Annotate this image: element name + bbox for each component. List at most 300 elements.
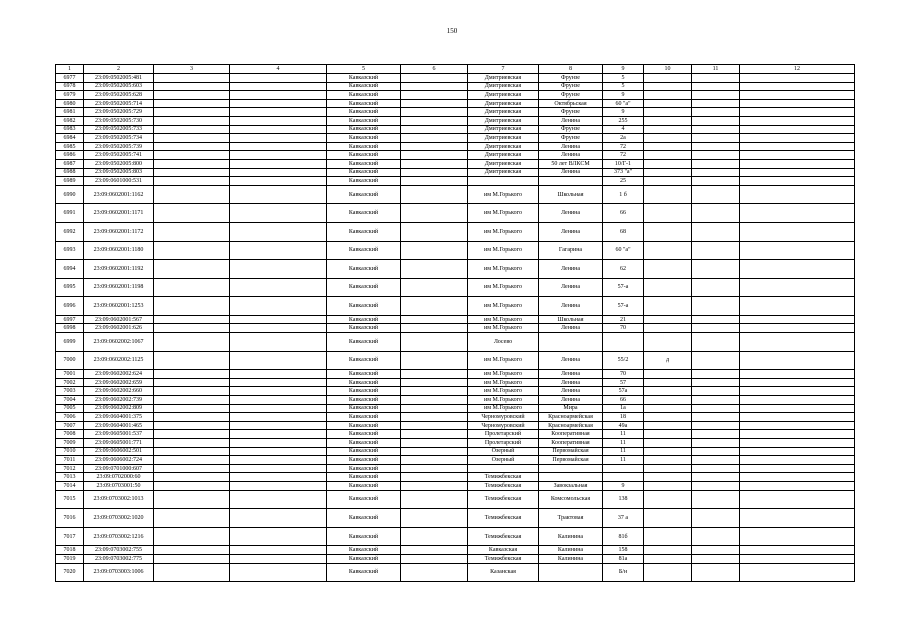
- table-cell: [740, 116, 855, 125]
- table-row: [56, 222, 855, 241]
- table-cell: Кавказский: [327, 222, 401, 241]
- table-cell: [154, 159, 230, 168]
- table-cell: [740, 527, 855, 546]
- table-cell: [740, 554, 855, 563]
- table-cell: Дмитриевская: [468, 142, 539, 151]
- table-cell: [740, 297, 855, 316]
- table-cell: 7017: [56, 527, 84, 546]
- table-cell: Кавказский: [327, 464, 401, 473]
- table-cell: [740, 134, 855, 143]
- table-cell: Кавказский: [327, 324, 401, 333]
- table-row: [56, 527, 855, 546]
- table-cell: Дмитриевская: [468, 134, 539, 143]
- table-cell: 23:09:0502005:733: [84, 125, 154, 134]
- table-row: [56, 430, 855, 439]
- table-cell: 7010: [56, 447, 84, 456]
- table-cell: Ленина: [539, 370, 603, 379]
- table-cell: [154, 260, 230, 279]
- table-cell: 81б: [603, 527, 644, 546]
- table-cell: [230, 439, 327, 448]
- table-cell: [154, 222, 230, 241]
- table-cell: [644, 324, 692, 333]
- table-row: [56, 387, 855, 396]
- table-cell: [740, 168, 855, 177]
- table-cell: [692, 430, 740, 439]
- table-cell: [401, 554, 468, 563]
- table-cell: 6979: [56, 91, 84, 100]
- table-cell: 23:09:0602001:1180: [84, 241, 154, 260]
- table-cell: [692, 447, 740, 456]
- table-cell: им М.Горького: [468, 297, 539, 316]
- table-cell: [740, 159, 855, 168]
- table-cell: 23:09:0703002:775: [84, 554, 154, 563]
- table-cell: [230, 404, 327, 413]
- table-cell: [230, 554, 327, 563]
- table-cell: 373 "а": [603, 168, 644, 177]
- table-cell: [230, 74, 327, 83]
- table-cell: Фрунзе: [539, 108, 603, 117]
- table-cell: [230, 177, 327, 186]
- table-cell: [644, 278, 692, 297]
- table-cell: Кавказский: [327, 168, 401, 177]
- table-cell: Кавказский: [327, 396, 401, 405]
- table-cell: 6997: [56, 315, 84, 324]
- table-cell: Дмитриевская: [468, 91, 539, 100]
- table-cell: 23:09:0604001:465: [84, 421, 154, 430]
- table-cell: [692, 546, 740, 555]
- table-cell: Кавказский: [327, 413, 401, 422]
- table-cell: 23:09:0701000:607: [84, 464, 154, 473]
- column-header: 9: [603, 65, 644, 74]
- table-cell: Дмитриевская: [468, 82, 539, 91]
- table-cell: 6982: [56, 116, 84, 125]
- table-cell: 7016: [56, 509, 84, 528]
- table-cell: Трактовая: [539, 509, 603, 528]
- table-row: [56, 125, 855, 134]
- table-cell: [230, 260, 327, 279]
- table-cell: [154, 370, 230, 379]
- table-cell: Красноармейская: [539, 413, 603, 422]
- table-cell: [154, 378, 230, 387]
- table-cell: 1 б: [603, 185, 644, 204]
- table-cell: [401, 464, 468, 473]
- table-cell: Дмитриевская: [468, 99, 539, 108]
- table-cell: [401, 297, 468, 316]
- table-cell: д: [644, 351, 692, 370]
- table-cell: 255: [603, 116, 644, 125]
- table-cell: 6992: [56, 222, 84, 241]
- table-cell: [740, 278, 855, 297]
- table-cell: [154, 546, 230, 555]
- table-cell: [740, 99, 855, 108]
- table-cell: [644, 527, 692, 546]
- table-cell: 7020: [56, 563, 84, 582]
- table-cell: [230, 378, 327, 387]
- table-cell: им М.Горького: [468, 204, 539, 223]
- table-cell: [401, 151, 468, 160]
- table-cell: Кавказский: [327, 151, 401, 160]
- table-cell: 57-а: [603, 297, 644, 316]
- table-cell: [230, 315, 327, 324]
- table-cell: [230, 82, 327, 91]
- table-cell: Кавказский: [327, 563, 401, 582]
- table-row: [56, 413, 855, 422]
- table-cell: [401, 351, 468, 370]
- table-cell: [154, 108, 230, 117]
- table-cell: Ленина: [539, 116, 603, 125]
- table-row: [56, 91, 855, 100]
- table-cell: Кавказский: [327, 421, 401, 430]
- column-header: 3: [154, 65, 230, 74]
- table-cell: Пролетарский: [468, 439, 539, 448]
- table-row: [56, 370, 855, 379]
- table-cell: [644, 473, 692, 482]
- table-cell: 7019: [56, 554, 84, 563]
- column-header: 5: [327, 65, 401, 74]
- table-cell: 66: [603, 396, 644, 405]
- table-cell: [644, 404, 692, 413]
- table-cell: [644, 378, 692, 387]
- table-cell: 7003: [56, 387, 84, 396]
- table-cell: [740, 177, 855, 186]
- table-cell: Кавказский: [327, 546, 401, 555]
- table-cell: [154, 554, 230, 563]
- table-cell: 23:09:0605001:771: [84, 439, 154, 448]
- table-cell: 23:09:0703002:755: [84, 546, 154, 555]
- table-cell: [740, 125, 855, 134]
- table-cell: [230, 421, 327, 430]
- table-cell: [692, 185, 740, 204]
- table-cell: [740, 74, 855, 83]
- table-cell: Ленина: [539, 378, 603, 387]
- table-cell: 7007: [56, 421, 84, 430]
- table-row: [56, 241, 855, 260]
- table-cell: 7015: [56, 490, 84, 509]
- table-cell: 7004: [56, 396, 84, 405]
- table-cell: Школьная: [539, 185, 603, 204]
- table-cell: 57-а: [603, 278, 644, 297]
- table-cell: Ленина: [539, 387, 603, 396]
- table-cell: [154, 134, 230, 143]
- table-row: [56, 404, 855, 413]
- table-cell: [401, 396, 468, 405]
- table-cell: [230, 464, 327, 473]
- table-cell: [154, 413, 230, 422]
- table-cell: [230, 413, 327, 422]
- table-cell: 23:09:0703001:50: [84, 481, 154, 490]
- header-row: [56, 65, 855, 74]
- table-cell: 23:09:0606002:724: [84, 456, 154, 465]
- table-cell: [401, 439, 468, 448]
- table-cell: [230, 159, 327, 168]
- table-cell: Кавказский: [327, 490, 401, 509]
- table-cell: [154, 204, 230, 223]
- table-row: [56, 473, 855, 482]
- table-cell: [644, 222, 692, 241]
- table-cell: [154, 456, 230, 465]
- table-cell: [401, 324, 468, 333]
- table-cell: 7002: [56, 378, 84, 387]
- table-cell: 23:09:0602001:1172: [84, 222, 154, 241]
- table-cell: Озерный: [468, 447, 539, 456]
- table-cell: 72: [603, 142, 644, 151]
- table-cell: [692, 396, 740, 405]
- column-header: 12: [740, 65, 855, 74]
- table-cell: [692, 177, 740, 186]
- table-row: [56, 546, 855, 555]
- table-cell: Кавказский: [327, 378, 401, 387]
- table-row: [56, 204, 855, 223]
- table-cell: Кавказский: [327, 116, 401, 125]
- table-cell: [692, 563, 740, 582]
- table-cell: Кавказский: [327, 439, 401, 448]
- table-cell: [740, 108, 855, 117]
- table-cell: Кавказский: [327, 333, 401, 352]
- table-cell: [230, 142, 327, 151]
- table-cell: [692, 222, 740, 241]
- table-cell: 6983: [56, 125, 84, 134]
- table-cell: [740, 204, 855, 223]
- table-cell: Кавказский: [327, 74, 401, 83]
- table-cell: 6977: [56, 74, 84, 83]
- table-cell: 4: [603, 125, 644, 134]
- table-cell: 7012: [56, 464, 84, 473]
- table-cell: [740, 546, 855, 555]
- table-row: [56, 421, 855, 430]
- table-cell: им М.Горького: [468, 396, 539, 405]
- table-cell: 60 "а": [603, 241, 644, 260]
- table-cell: [401, 108, 468, 117]
- table-cell: [644, 260, 692, 279]
- table-cell: [644, 91, 692, 100]
- table-cell: Кавказский: [327, 241, 401, 260]
- table-cell: Ленина: [539, 168, 603, 177]
- table-cell: [644, 108, 692, 117]
- table-cell: 23:09:0604001:375: [84, 413, 154, 422]
- table-cell: 7011: [56, 456, 84, 465]
- table-cell: 23:09:0602001:1198: [84, 278, 154, 297]
- table-cell: Кавказский: [327, 91, 401, 100]
- table-row: [56, 554, 855, 563]
- table-cell: им М.Горького: [468, 404, 539, 413]
- table-cell: [401, 473, 468, 482]
- table-cell: 6998: [56, 324, 84, 333]
- table-row: [56, 116, 855, 125]
- table-cell: [154, 177, 230, 186]
- table-cell: [692, 142, 740, 151]
- table-cell: [692, 204, 740, 223]
- table-cell: 23:09:0502005:730: [84, 116, 154, 125]
- table-cell: [401, 185, 468, 204]
- table-cell: [740, 222, 855, 241]
- table-cell: [230, 134, 327, 143]
- table-cell: [692, 351, 740, 370]
- table-cell: [603, 473, 644, 482]
- table-cell: Ленина: [539, 396, 603, 405]
- table-cell: [692, 527, 740, 546]
- table-cell: [230, 473, 327, 482]
- table-cell: [740, 490, 855, 509]
- table-cell: [740, 315, 855, 324]
- table-cell: 23:09:0602002:660: [84, 387, 154, 396]
- table-cell: 1а: [603, 404, 644, 413]
- table-cell: [154, 447, 230, 456]
- table-cell: [154, 82, 230, 91]
- table-cell: [692, 260, 740, 279]
- table-row: [56, 142, 855, 151]
- table-cell: [692, 404, 740, 413]
- table-cell: им М.Горького: [468, 222, 539, 241]
- table-cell: 6978: [56, 82, 84, 91]
- table-cell: 23:09:0703002:1020: [84, 509, 154, 528]
- table-cell: 6999: [56, 333, 84, 352]
- table-cell: 7009: [56, 439, 84, 448]
- table-cell: [230, 108, 327, 117]
- table-row: [56, 74, 855, 83]
- table-cell: [539, 177, 603, 186]
- column-header: 2: [84, 65, 154, 74]
- table-cell: [740, 151, 855, 160]
- table-cell: Темижбекская: [468, 481, 539, 490]
- table-cell: Темижбекская: [468, 527, 539, 546]
- table-cell: им М.Горького: [468, 370, 539, 379]
- table-cell: [230, 396, 327, 405]
- table-cell: 23:09:0502005:739: [84, 142, 154, 151]
- table-cell: [401, 91, 468, 100]
- table-cell: [401, 222, 468, 241]
- table-row: [56, 481, 855, 490]
- table-cell: [692, 241, 740, 260]
- table-cell: [230, 91, 327, 100]
- table-cell: [644, 74, 692, 83]
- table-cell: [230, 527, 327, 546]
- table-row: [56, 447, 855, 456]
- table-cell: 23:09:0602002:624: [84, 370, 154, 379]
- table-cell: Кавказский: [327, 447, 401, 456]
- table-cell: [692, 333, 740, 352]
- table-cell: [230, 456, 327, 465]
- table-cell: [154, 315, 230, 324]
- table-cell: [539, 473, 603, 482]
- table-cell: [644, 396, 692, 405]
- table-cell: им М.Горького: [468, 260, 539, 279]
- table-cell: Пролетарский: [468, 430, 539, 439]
- table-row: [56, 82, 855, 91]
- table-cell: 23:09:0601000:531: [84, 177, 154, 186]
- table-cell: Кавказский: [327, 159, 401, 168]
- table-cell: [468, 177, 539, 186]
- table-cell: Кавказский: [327, 204, 401, 223]
- table-row: [56, 396, 855, 405]
- table-cell: 57а: [603, 387, 644, 396]
- table-cell: [692, 315, 740, 324]
- table-cell: 6988: [56, 168, 84, 177]
- table-cell: 11: [603, 447, 644, 456]
- table-cell: [154, 168, 230, 177]
- table-cell: [740, 370, 855, 379]
- table-cell: [644, 204, 692, 223]
- table-cell: 23:09:0602002:659: [84, 378, 154, 387]
- table-cell: Дмитриевская: [468, 125, 539, 134]
- table-cell: 6990: [56, 185, 84, 204]
- column-header: 10: [644, 65, 692, 74]
- table-cell: 23:09:0602002:1125: [84, 351, 154, 370]
- table-cell: 5: [603, 82, 644, 91]
- table-cell: [740, 333, 855, 352]
- table-cell: Темижбекская: [468, 473, 539, 482]
- table-cell: [692, 74, 740, 83]
- table-cell: [692, 456, 740, 465]
- table-cell: [740, 404, 855, 413]
- table-cell: Кавказский: [327, 315, 401, 324]
- table-cell: [230, 278, 327, 297]
- table-cell: 62: [603, 260, 644, 279]
- table-cell: Кавказский: [327, 509, 401, 528]
- table-cell: [644, 421, 692, 430]
- table-cell: Калинина: [539, 546, 603, 555]
- table-cell: Кавказский: [327, 481, 401, 490]
- table-cell: 6986: [56, 151, 84, 160]
- table-cell: [401, 125, 468, 134]
- table-cell: Ленина: [539, 297, 603, 316]
- table-cell: [692, 99, 740, 108]
- table-cell: [644, 168, 692, 177]
- table-cell: 23:09:0602001:1192: [84, 260, 154, 279]
- table-cell: [692, 464, 740, 473]
- table-cell: [154, 509, 230, 528]
- table-row: [56, 168, 855, 177]
- table-cell: 81а: [603, 554, 644, 563]
- column-header: 1: [56, 65, 84, 74]
- table-cell: [740, 473, 855, 482]
- table-cell: [230, 481, 327, 490]
- table-cell: [154, 473, 230, 482]
- table-row: [56, 456, 855, 465]
- table-cell: Фрунзе: [539, 82, 603, 91]
- table-row: [56, 134, 855, 143]
- table-cell: [740, 260, 855, 279]
- table-cell: Кавказский: [327, 108, 401, 117]
- table-cell: Кавказский: [327, 404, 401, 413]
- table-cell: [230, 546, 327, 555]
- column-header: 4: [230, 65, 327, 74]
- table-row: [56, 297, 855, 316]
- table-cell: Кавказский: [327, 125, 401, 134]
- table-cell: [230, 430, 327, 439]
- table-cell: [644, 333, 692, 352]
- table-cell: 23:09:0606002:501: [84, 447, 154, 456]
- table-cell: Кавказский: [327, 278, 401, 297]
- table-cell: [740, 563, 855, 582]
- table-cell: [401, 490, 468, 509]
- table-row: [56, 509, 855, 528]
- table-cell: [539, 464, 603, 473]
- table-cell: [644, 490, 692, 509]
- table-cell: Кавказская: [468, 546, 539, 555]
- table-cell: [230, 490, 327, 509]
- table-cell: [644, 116, 692, 125]
- table-cell: Ленина: [539, 278, 603, 297]
- table-cell: [401, 404, 468, 413]
- table-cell: 23:09:0602001:626: [84, 324, 154, 333]
- table-cell: [401, 481, 468, 490]
- page-number: 150: [446, 27, 458, 35]
- table-cell: [401, 563, 468, 582]
- table-cell: Темижбекская: [468, 490, 539, 509]
- table-cell: [692, 125, 740, 134]
- table-cell: [230, 387, 327, 396]
- table-cell: 6980: [56, 99, 84, 108]
